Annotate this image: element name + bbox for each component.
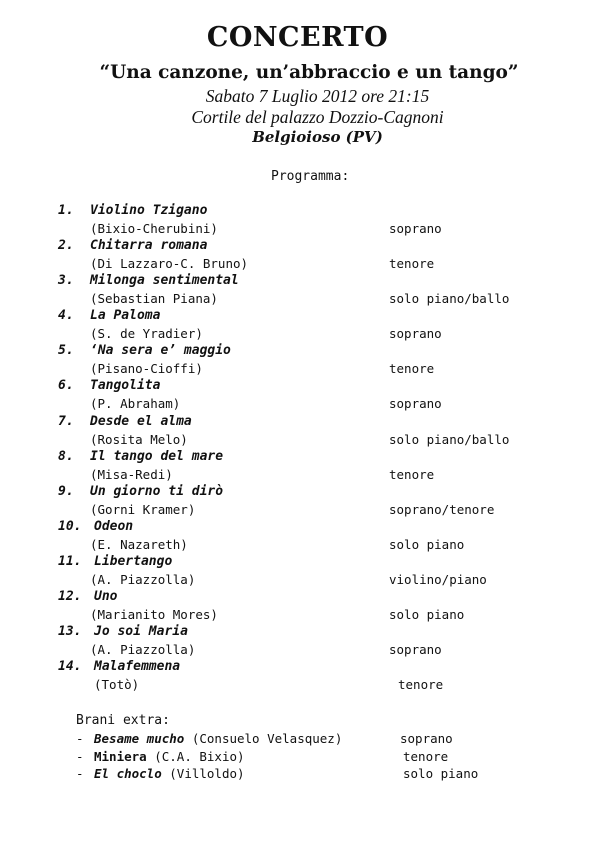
item-title: Uno — [94, 589, 118, 605]
item-composer: (Rosita Melo) — [90, 431, 188, 447]
item-title: Milonga sentimental — [90, 273, 239, 289]
item-composer: (Bixio-Cherubini) — [90, 221, 218, 236]
concert-date: Sabato 7 Luglio 2012 ore 21:15 — [205, 86, 430, 106]
list-item — [0, 308, 595, 343]
item-composer: (E. Nazareth) — [90, 536, 188, 552]
item-performer: soprano/tenore — [389, 501, 495, 517]
list-item — [0, 589, 595, 624]
item-title: Jo soi Maria — [94, 624, 188, 640]
list-item — [0, 238, 595, 273]
item-performer: solo piano — [389, 607, 465, 623]
item-number: 13. — [58, 624, 82, 640]
extra-entry — [94, 731, 342, 746]
extra-title: Miniera — [94, 748, 147, 764]
item-performer: solo piano/ballo — [389, 291, 510, 307]
list-item — [0, 273, 595, 308]
item-title: Il tango del mare — [90, 448, 224, 464]
item-title: Chitarra romana — [90, 238, 208, 254]
item-composer: (Gorni Kramer) — [90, 501, 196, 517]
item-composer: (P. Abraham) — [90, 396, 181, 412]
item-composer: (Marianito Mores) — [90, 607, 218, 623]
item-number: 7. — [58, 413, 74, 429]
extra-performer: solo piano — [403, 766, 479, 781]
extras-list — [0, 731, 595, 784]
item-performer: soprano — [389, 326, 442, 342]
item-number: 11. — [58, 553, 82, 569]
item-performer: solo piano/ballo — [389, 431, 510, 447]
item-composer: (Sebastian Piana) — [90, 291, 218, 307]
bullet-dash: - — [76, 731, 84, 746]
list-item — [0, 554, 595, 589]
program-heading: Programma: — [271, 169, 350, 184]
bullet-dash: - — [76, 766, 84, 781]
item-composer: (Pisano-Cioffi) — [90, 361, 203, 377]
item-number: 12. — [58, 589, 82, 605]
item-number: 14. — [58, 659, 82, 675]
item-composer: (A. Piazzolla) — [90, 642, 196, 658]
extra-entry — [94, 749, 245, 764]
item-number: 2. — [58, 238, 74, 254]
item-performer: tenore — [398, 677, 444, 693]
list-item — [0, 449, 595, 484]
list-item — [0, 731, 595, 749]
item-number: 9. — [58, 483, 74, 499]
list-item — [0, 378, 595, 413]
item-title: Desde el alma — [90, 413, 192, 429]
item-title: Un giorno ti dirò — [90, 483, 224, 499]
item-performer: soprano — [389, 396, 442, 412]
item-title: ‘Na sera e’ maggio — [90, 343, 231, 359]
item-composer: (Misa-Redi) — [90, 466, 173, 482]
list-item — [0, 749, 595, 767]
item-performer: soprano — [389, 221, 442, 236]
item-number: 10. — [58, 518, 82, 534]
list-item — [0, 659, 595, 694]
list-item — [0, 343, 595, 378]
page-title: CONCERTO — [206, 22, 389, 53]
item-title: Odeon — [94, 518, 134, 534]
extra-title: Besame mucho — [94, 731, 185, 746]
item-number: 3. — [58, 273, 74, 289]
item-composer: (A. Piazzolla) — [90, 571, 196, 587]
extra-composer: (C.A. Bixio) — [154, 748, 245, 764]
extra-performer: tenore — [403, 748, 449, 764]
item-number: 1. — [58, 203, 74, 218]
extra-performer: soprano — [400, 731, 453, 746]
item-composer: (Di Lazzaro-C. Bruno) — [90, 256, 249, 272]
extras-heading: Brani extra: — [76, 713, 170, 728]
item-title: Violino Tzigano — [90, 203, 208, 218]
bullet-dash: - — [76, 748, 84, 764]
item-performer: soprano — [389, 642, 442, 658]
item-number: 6. — [58, 378, 74, 394]
list-item — [0, 484, 595, 519]
item-composer: (S. de Yradier) — [90, 326, 203, 342]
item-number: 5. — [58, 343, 74, 359]
item-performer: solo piano — [389, 536, 465, 552]
item-title: Tangolita — [90, 378, 161, 394]
item-performer: violino/piano — [389, 571, 487, 587]
item-performer: tenore — [389, 256, 435, 272]
extra-composer: (Consuelo Velasquez) — [191, 731, 343, 746]
list-item — [0, 624, 595, 659]
item-title: Malafemmena — [94, 659, 181, 675]
item-composer: (Totò) — [94, 677, 140, 693]
list-item — [0, 414, 595, 449]
concert-venue: Cortile del palazzo Dozzio-Cagnoni — [191, 107, 444, 127]
list-item — [0, 519, 595, 554]
item-title: Libertango — [94, 553, 173, 569]
item-title: La Paloma — [90, 308, 161, 324]
list-item — [0, 203, 595, 238]
item-performer: tenore — [389, 466, 435, 482]
item-performer: tenore — [389, 361, 435, 377]
item-number: 8. — [58, 448, 74, 464]
concert-city: Belgioioso (PV) — [252, 128, 383, 146]
extra-title: El choclo — [94, 766, 162, 781]
concert-subtitle: “Una canzone, un’abbraccio e un tango” — [99, 62, 519, 83]
program-list — [0, 203, 595, 694]
item-number: 4. — [58, 308, 74, 324]
extra-composer: (Villoldo) — [169, 766, 245, 781]
list-item — [0, 766, 595, 784]
extra-entry — [94, 766, 245, 781]
